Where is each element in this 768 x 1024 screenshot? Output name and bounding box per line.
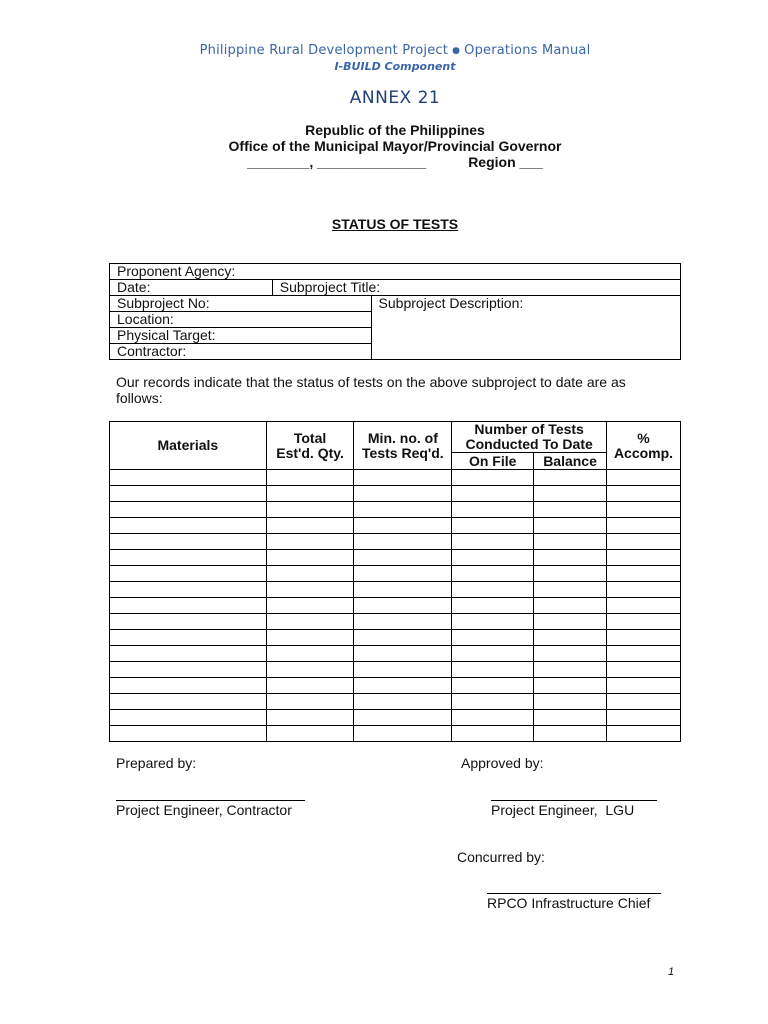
table-cell bbox=[607, 678, 681, 694]
table-cell bbox=[452, 534, 534, 550]
table-cell bbox=[354, 582, 452, 598]
table-cell bbox=[534, 598, 607, 614]
table-cell bbox=[452, 614, 534, 630]
table-cell bbox=[110, 710, 267, 726]
header-line: Total bbox=[293, 429, 327, 446]
table-row bbox=[110, 550, 681, 566]
table-cell bbox=[452, 630, 534, 646]
annex-title: ANNEX 21 bbox=[349, 88, 441, 108]
table-cell bbox=[534, 614, 607, 630]
table-cell bbox=[110, 470, 267, 486]
table-cell bbox=[110, 582, 267, 598]
table-cell bbox=[110, 486, 267, 502]
table-cell bbox=[266, 726, 354, 742]
office-line: Office of the Municipal Mayor/Provincial Governor bbox=[228, 138, 562, 154]
proponent-agency-label: Proponent Agency: bbox=[110, 264, 681, 280]
table-cell bbox=[534, 582, 607, 598]
prepared-by-label: Prepared by: bbox=[116, 755, 197, 771]
header-line: Conducted To Date bbox=[465, 436, 593, 452]
table-cell bbox=[266, 678, 354, 694]
contractor-label: Contractor: bbox=[110, 344, 372, 360]
pct-accomp-header bbox=[607, 422, 681, 470]
table-cell bbox=[607, 662, 681, 678]
table-cell bbox=[607, 726, 681, 742]
subproject-title-label: Subproject Title: bbox=[272, 280, 680, 296]
table-cell bbox=[534, 694, 607, 710]
table-cell bbox=[110, 550, 267, 566]
rpco-infrastructure-chief-label: RPCO Infrastructure Chief bbox=[487, 895, 651, 911]
table-cell bbox=[354, 630, 452, 646]
table-cell bbox=[452, 502, 534, 518]
table-cell bbox=[266, 566, 354, 582]
table-row bbox=[110, 582, 681, 598]
table-cell bbox=[110, 630, 267, 646]
table-cell bbox=[110, 694, 267, 710]
table-cell bbox=[534, 678, 607, 694]
table-cell bbox=[534, 646, 607, 662]
table-row bbox=[110, 502, 681, 518]
table-cell bbox=[534, 486, 607, 502]
table-cell bbox=[354, 598, 452, 614]
table-row bbox=[110, 694, 681, 710]
table-cell bbox=[534, 566, 607, 582]
table-cell bbox=[534, 534, 607, 550]
table-row bbox=[110, 470, 681, 486]
table-cell bbox=[110, 726, 267, 742]
header-line: Accomp. bbox=[613, 444, 674, 461]
table-cell bbox=[354, 518, 452, 534]
table-cell bbox=[607, 470, 681, 486]
table-cell bbox=[110, 598, 267, 614]
table-cell bbox=[534, 470, 607, 486]
physical-target-label: Physical Target: bbox=[110, 328, 372, 344]
table-cell bbox=[452, 646, 534, 662]
table-cell bbox=[607, 598, 681, 614]
status-of-tests-table bbox=[109, 421, 681, 742]
header-line: Min. no. of bbox=[367, 429, 438, 446]
project-engineer-lgu-label: Project Engineer, LGU bbox=[491, 802, 635, 818]
table-cell bbox=[266, 518, 354, 534]
table-cell bbox=[266, 710, 354, 726]
page-number: 1 bbox=[668, 966, 675, 978]
table-cell bbox=[607, 502, 681, 518]
table-cell bbox=[354, 694, 452, 710]
date-label: Date: bbox=[110, 280, 273, 296]
table-cell bbox=[607, 710, 681, 726]
approved-by-label: Approved by: bbox=[461, 755, 544, 771]
table-cell bbox=[607, 694, 681, 710]
min-tests-header bbox=[354, 422, 452, 470]
project-engineer-contractor-label: Project Engineer, Contractor bbox=[116, 802, 292, 818]
table-cell bbox=[452, 566, 534, 582]
table-cell bbox=[266, 630, 354, 646]
table-cell bbox=[266, 550, 354, 566]
table-row bbox=[110, 710, 681, 726]
table-cell bbox=[452, 694, 534, 710]
subproject-info-table bbox=[109, 263, 681, 360]
table-row bbox=[110, 518, 681, 534]
table-cell bbox=[534, 550, 607, 566]
bullet-separator: ● bbox=[452, 45, 461, 56]
table-cell bbox=[452, 470, 534, 486]
table-cell bbox=[266, 662, 354, 678]
table-cell bbox=[266, 470, 354, 486]
table-row bbox=[110, 598, 681, 614]
table-cell bbox=[607, 534, 681, 550]
table-cell bbox=[354, 662, 452, 678]
total-estd-qty-header bbox=[266, 422, 354, 470]
table-cell bbox=[354, 550, 452, 566]
table-cell bbox=[534, 710, 607, 726]
form-title: STATUS OF TESTS bbox=[331, 216, 459, 232]
table-cell bbox=[607, 630, 681, 646]
header-project-line bbox=[0, 43, 768, 58]
header-line: Number of Tests bbox=[474, 421, 584, 437]
header-line: Tests Req'd. bbox=[362, 444, 444, 461]
table-cell bbox=[354, 726, 452, 742]
table-row bbox=[110, 486, 681, 502]
table-cell bbox=[354, 470, 452, 486]
table-row bbox=[110, 614, 681, 630]
header-line: Est'd. Qty. bbox=[276, 444, 344, 461]
table-row bbox=[110, 566, 681, 582]
table-row bbox=[110, 662, 681, 678]
table-cell bbox=[607, 614, 681, 630]
table-cell bbox=[534, 662, 607, 678]
signature-line bbox=[116, 800, 305, 801]
table-cell bbox=[607, 646, 681, 662]
table-cell bbox=[354, 710, 452, 726]
table-row bbox=[110, 264, 681, 280]
table-header-row bbox=[110, 422, 681, 453]
signature-line bbox=[491, 800, 657, 801]
table-cell bbox=[354, 486, 452, 502]
number-of-tests-header bbox=[452, 422, 607, 453]
table-cell bbox=[266, 502, 354, 518]
table-row bbox=[110, 678, 681, 694]
table-cell bbox=[266, 646, 354, 662]
table-cell bbox=[110, 646, 267, 662]
table-cell bbox=[266, 486, 354, 502]
concurred-by-label: Concurred by: bbox=[457, 849, 545, 865]
signature-line bbox=[487, 893, 661, 894]
table-cell bbox=[607, 566, 681, 582]
table-cell bbox=[110, 678, 267, 694]
table-cell bbox=[452, 598, 534, 614]
table-cell bbox=[534, 502, 607, 518]
table-row bbox=[110, 534, 681, 550]
subproject-no-label: Subproject No: bbox=[110, 296, 372, 312]
header-component: I-BUILD Component bbox=[334, 60, 456, 73]
location-blank: ________, ______________ bbox=[247, 154, 427, 170]
table-cell bbox=[354, 678, 452, 694]
on-file-header: On File bbox=[452, 453, 534, 470]
table-cell bbox=[534, 518, 607, 534]
table-row bbox=[110, 280, 681, 296]
table-row bbox=[110, 296, 681, 312]
materials-header: Materials bbox=[110, 422, 267, 470]
balance-header: Balance bbox=[534, 453, 607, 470]
table-cell bbox=[266, 534, 354, 550]
table-cell bbox=[266, 614, 354, 630]
table-cell bbox=[354, 646, 452, 662]
table-cell bbox=[452, 486, 534, 502]
region-blank: Region ___ bbox=[468, 154, 543, 170]
table-cell bbox=[607, 518, 681, 534]
table-cell bbox=[452, 518, 534, 534]
table-cell bbox=[266, 598, 354, 614]
table-cell bbox=[452, 662, 534, 678]
header-project: Philippine Rural Development Project bbox=[199, 43, 449, 58]
table-cell bbox=[452, 678, 534, 694]
table-cell bbox=[534, 726, 607, 742]
table-cell bbox=[452, 710, 534, 726]
table-row bbox=[110, 646, 681, 662]
header-line: % bbox=[637, 429, 650, 446]
table-cell bbox=[354, 534, 452, 550]
location-label: Location: bbox=[110, 312, 372, 328]
table-cell bbox=[110, 614, 267, 630]
table-row bbox=[110, 726, 681, 742]
table-cell bbox=[452, 726, 534, 742]
table-row bbox=[110, 630, 681, 646]
tests-table-body bbox=[110, 470, 681, 742]
header-manual: Operations Manual bbox=[464, 43, 591, 58]
table-cell bbox=[354, 614, 452, 630]
table-cell bbox=[607, 582, 681, 598]
subproject-description-label: Subproject Description: bbox=[371, 296, 680, 360]
table-cell bbox=[110, 566, 267, 582]
table-cell bbox=[607, 550, 681, 566]
table-cell bbox=[452, 582, 534, 598]
table-cell bbox=[266, 694, 354, 710]
table-cell bbox=[266, 582, 354, 598]
table-cell bbox=[110, 662, 267, 678]
table-cell bbox=[110, 518, 267, 534]
intro-paragraph: Our records indicate that the status of tests on the above subproject to date are as follows: bbox=[116, 374, 626, 406]
table-cell bbox=[534, 630, 607, 646]
table-cell bbox=[354, 566, 452, 582]
table-cell bbox=[354, 502, 452, 518]
table-cell bbox=[110, 502, 267, 518]
republic-line: Republic of the Philippines bbox=[305, 122, 485, 138]
table-cell bbox=[452, 550, 534, 566]
location-region-line bbox=[0, 154, 768, 170]
table-cell bbox=[607, 486, 681, 502]
table-cell bbox=[110, 534, 267, 550]
